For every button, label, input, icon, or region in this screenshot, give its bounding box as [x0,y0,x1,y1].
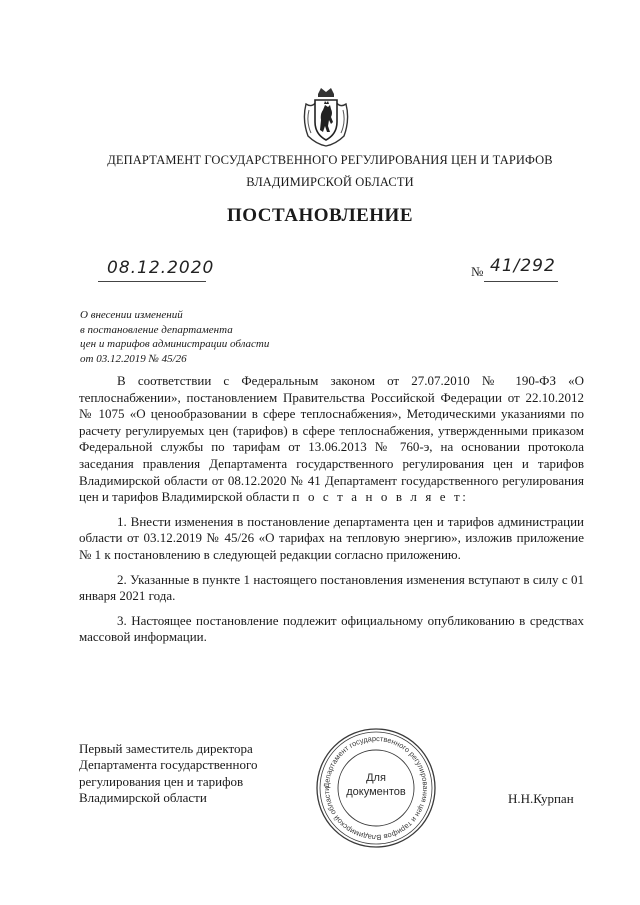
preamble-text: В соответствии с Федеральным законом от 27.07.2010 № 190-ФЗ «О теплоснабжении», постановлением Правительства Российской Федерации от 22.10.2012 № 1075 «О ценообразовании в сфере теплоснабжения», Методическими указаниями по расчету регулируемых цен (тарифов) в сфере теплоснабжения, утвержденными приказом Федеральной службы по тарифам от 13.06.2013 № 760-э, на основании протокола заседания правления Департамента государственного регулирования цен и тарифов Владимирской области от 08.12.2020 № 41 Департамент государственного регулирования цен и тарифов Владимирской области [79,373,584,505]
signer-position-line: Владимирской области [79,790,207,806]
document-title: ПОСТАНОВЛЕНИЕ [226,205,414,226]
signer-name: Н.Н.Курпан [508,791,574,806]
subject-line: в постановление департамента [80,323,233,336]
resolution-item: 1. Внести изменения в постановление департамента цен и тарифов администрации области от 03.12.2019 № 45/26 «О тарифах на тепловую энергию», изложив приложение № 1 к постановлению в следующей редакции согласно приложению. [79,513,584,562]
subject-line: О внесении изменений [80,309,183,321]
preamble-paragraph [79,373,584,506]
number-underline [484,281,558,282]
subject-line: цен и тарифов администрации области [80,338,270,350]
signer-position-line: Первый заместитель директора [79,741,253,756]
stamp-ring-text: Департамент государственного регулирования цен и тарифов Владимирской области [321,733,431,843]
resolution-item: 3. Настоящее постановление подлежит официальному опубликованию в средствах массовой информации. [79,612,584,645]
stamp-center-line1: Для [366,772,386,784]
document-number: 41/292 [490,256,556,276]
department-name-line2: ВЛАДИМИРСКОЙ ОБЛАСТИ [246,175,414,189]
department-name-line1: ДЕПАРТАМЕНТ ГОСУДАРСТВЕННОГО РЕГУЛИРОВАНИЯ ЦЕН И ТАРИФОВ [107,153,553,167]
signer-position-line: регулирования цен и тарифов [79,773,244,789]
document-date: 08.12.2020 [107,258,215,278]
document-body [79,373,584,654]
stamp-center-line2: документов [346,786,406,798]
subject-line: от 03.12.2019 № 45/26 [80,352,187,365]
resolves-text: п о с т а н о в л я е т: [292,489,469,505]
date-underline [98,281,206,282]
coat-of-arms-icon [300,86,352,148]
signer-position [79,741,257,807]
signer-position-line: Департамента государственного [79,757,258,773]
document-subject [80,308,269,366]
number-sign: № [471,264,484,279]
resolution-item: 2. Указанные в пункте 1 настоящего постановления изменения вступают в силу с 01 января 2021 года. [79,571,584,604]
